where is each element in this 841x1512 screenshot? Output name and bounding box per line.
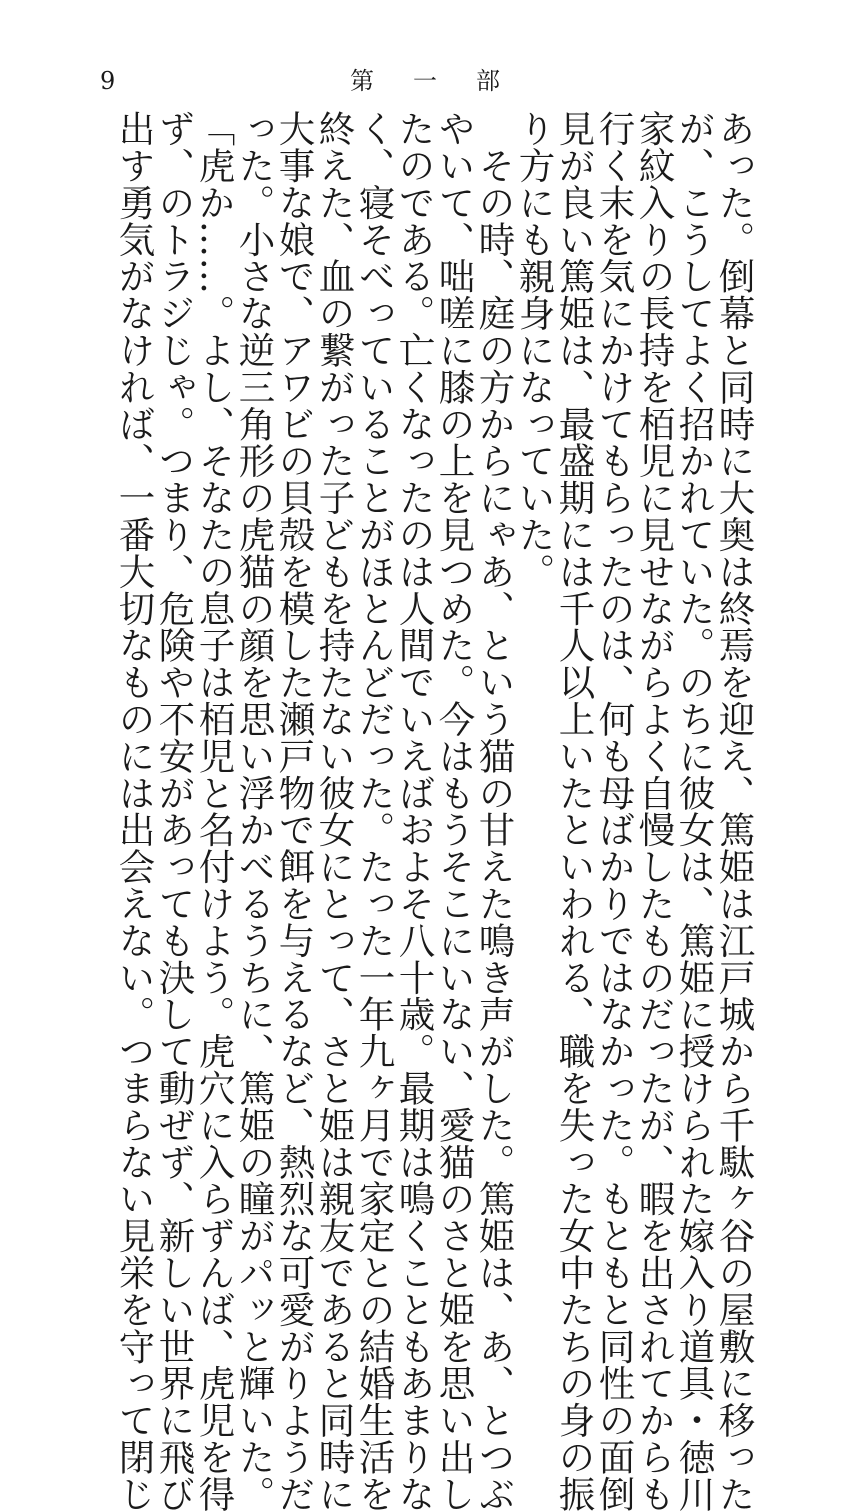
vertical-text-block xyxy=(94,110,756,1512)
page-number: 9 xyxy=(100,67,116,95)
running-head xyxy=(350,66,500,96)
text-line: った。小さな逆三角形の虎猫の顔を思い浮かべるうちに、篤姫の瞳がパッと輝いた。 xyxy=(233,110,276,1512)
running-head-char: 一 xyxy=(413,67,437,95)
text-line: 「虎か……。よし、そなたの息子は栢児と名付けよう。虎穴に入らずんば、虎児を得 xyxy=(193,110,236,1512)
text-line: 家紋入りの長持を栢児に見せながらよく自慢したものだったが、暇を出されてからも xyxy=(633,110,676,1512)
text-line: く、寝そべっていることがほとんどだった。たった一年九ヶ月で家定との結婚生活を xyxy=(353,110,396,1512)
text-line: 見が良い篤姫は、最盛期には千人以上いたといわれる、職を失った女中たちの身の振 xyxy=(553,110,596,1512)
text-line: 出す勇気がなければ、一番大切なものには出会えない。つまらない見栄を守って閉じ xyxy=(113,110,156,1512)
text-line: ず、のトラジじゃ。つまり、危険や不安があっても決して動ぜず、新しい世界に飛び xyxy=(153,110,196,1512)
text-line: り方にも親身になっていた。 xyxy=(513,110,556,590)
text-line: が、こうしてよく招かれていた。のちに彼女は、篤姫に授けられた嫁入り道具・徳川 xyxy=(673,110,716,1512)
text-line: 大事な娘で、アワビの貝殻を模した瀬戸物で餌を与えるなど、熱烈な可愛がりようだ xyxy=(273,110,316,1512)
running-head-char: 第 xyxy=(350,67,374,95)
text-line: その時、庭の方からにゃあ、という猫の甘えた鳴き声がした。篤姫は、あ、とつぶ xyxy=(473,110,516,1512)
text-line: 終えた、血の繋がった子どもを持たない彼女にとって、さと姫は親友であると同時に xyxy=(313,110,356,1512)
text-line: やいて、咄嗟に膝の上を見つめた。今はもうそこにいない、愛猫のさと姫を思い出し xyxy=(433,110,476,1512)
running-head-char: 部 xyxy=(476,67,500,95)
text-line: あった。倒幕と同時に大奥は終焉を迎え、篤姫は江戸城から千駄ヶ谷の屋敷に移った xyxy=(713,110,756,1512)
text-line: たのである。亡くなったのは人間でいえばおよそ八十歳。最期は鳴くこともあまりな xyxy=(393,110,436,1512)
text-line: 行く末を気にかけてもらったのは、何も母ばかりではなかった。もともと同性の面倒 xyxy=(593,110,636,1512)
